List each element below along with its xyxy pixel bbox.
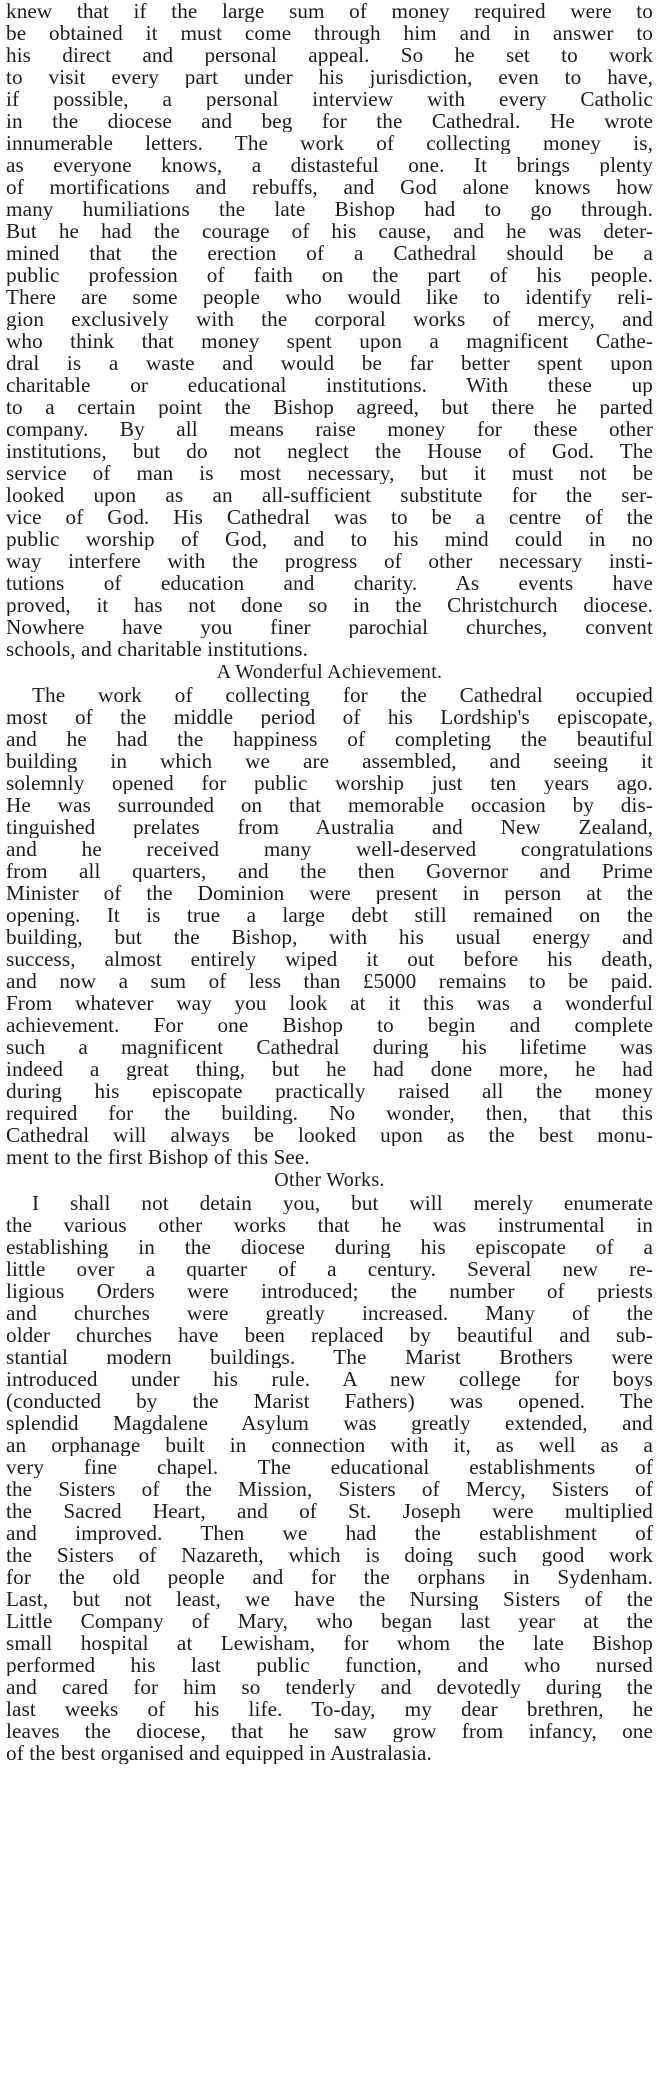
text-line: introduced under his rule. A new college for boys [6,1368,653,1390]
text-line: He was surrounded on that memorable occasion by dis- [6,794,653,816]
text-line: who think that money spent upon a magnificent Cathe- [6,330,653,352]
text-line: very fine chapel. The educational establishments of [6,1456,653,1478]
text-line: stantial modern buildings. The Marist Brothers were [6,1346,653,1368]
text-line: little over a quarter of a century. Several new re- [6,1258,653,1280]
text-line: The work of collecting for the Cathedral occupied [32,684,653,706]
text-line: indeed a great thing, but he had done more, he had [6,1058,653,1080]
text-line: Minister of the Dominion were present in person at the [6,882,653,904]
text-line: from all quarters, and the then Governor and Prime [6,860,653,882]
text-line: opening. It is true a large debt still remained on the [6,904,653,926]
text-line: in the diocese and beg for the Cathedral. He wrote [6,110,653,132]
text-line: mined that the erection of a Cathedral should be a [6,242,653,264]
text-line: most of the middle period of his Lordship's episcopate, [6,706,653,728]
text-line: small hospital at Lewisham, for whom the late Bishop [6,1632,653,1654]
text-line: charitable or educational institutions. With these up [6,374,653,396]
text-line: solemnly opened for public worship just ten years ago. [6,772,653,794]
text-line: looked upon as an all-sufficient substitute for the ser- [6,484,653,506]
text-line: of mortifications and rebuffs, and God alone knows how [6,176,653,198]
text-line: Cathedral will always be looked upon as the best monu- [6,1124,653,1146]
text-line: public profession of faith on the part of his people. [6,264,653,286]
text-line: There are some people who would like to identify reli- [6,286,653,308]
text-line: tutions of education and charity. As events have [6,572,653,594]
text-line: ment to the first Bishop of this See. [6,1146,310,1168]
text-line: and he had the happiness of completing the beautiful [6,728,653,750]
text-line: during his episcopate practically raised all the money [6,1080,653,1102]
text-line: many humiliations the late Bishop had to go through. [6,198,653,220]
text-line: gion exclusively with the corporal works of mercy, and [6,308,653,330]
text-line: tinguished prelates from Australia and New Zealand, [6,816,653,838]
text-line: proved, it has not done so in the Christchurch diocese. [6,594,653,616]
text-line: and he received many well-deserved congratulations [6,838,653,860]
text-line: ligious Orders were introduced; the number of priests [6,1280,653,1302]
text-line: service of man is most necessary, but it must not be [6,462,653,484]
text-line: institutions, but do not neglect the House of God. The [6,440,653,462]
text-line: achievement. For one Bishop to begin and complete [6,1014,653,1036]
text-line: to visit every part under his jurisdiction, even to have, [6,66,653,88]
text-line: dral is a waste and would be far better spent upon [6,352,653,374]
text-line: success, almost entirely wiped it out before his death, [6,948,653,970]
text-line: splendid Magdalene Asylum was greatly extended, and [6,1412,653,1434]
text-line: way interfere with the progress of other necessary insti- [6,550,653,572]
text-line: and improved. Then we had the establishment of [6,1522,653,1544]
text-line: older churches have been replaced by beautiful and sub- [6,1324,653,1346]
text-line: From whatever way you look at it this was a wonderful [6,992,653,1014]
text-line: building, but the Bishop, with his usual energy and [6,926,653,948]
section-heading: A Wonderful Achievement. [216,661,443,683]
text-line: vice of God. His Cathedral was to be a centre of the [6,506,653,528]
text-line: (conducted by the Marist Fathers) was opened. The [6,1390,653,1412]
text-line: the Sacred Heart, and of St. Joseph were multiplied [6,1500,653,1522]
text-line: as everyone knows, a distasteful one. It brings plenty [6,154,653,176]
text-line: leaves the diocese, that he saw grow from infancy, one [6,1720,653,1742]
text-line: the Sisters of the Mission, Sisters of Mercy, Sisters of [6,1478,653,1500]
text-line: Little Company of Mary, who began last year at the [6,1610,653,1632]
text-line: performed his last public function, and who nursed [6,1654,653,1676]
text-line: knew that if the large sum of money required were to [6,0,653,22]
section-heading: Other Works. [274,1169,385,1191]
text-line: building in which we are assembled, and seeing it [6,750,653,772]
text-line: his direct and personal appeal. So he set to work [6,44,653,66]
text-line: Last, but not least, we have the Nursing Sisters of the [6,1588,653,1610]
text-line: company. By all means raise money for these other [6,418,653,440]
text-line: for the old people and for the orphans in Sydenham. [6,1566,653,1588]
text-line: of the best organised and equipped in Australasia. [6,1742,432,1764]
text-line: if possible, a personal interview with every Catholic [6,88,653,110]
text-line: But he had the courage of his cause, and he was deter- [6,220,653,242]
text-line: I shall not detain you, but will merely enumerate [32,1192,653,1214]
text-line: to a certain point the Bishop agreed, but there he parted [6,396,653,418]
text-line: Nowhere have you finer parochial churches, convent [6,616,653,638]
text-line: required for the building. No wonder, then, that this [6,1102,653,1124]
text-line: public worship of God, and to his mind could in no [6,528,653,550]
text-line: establishing in the diocese during his episcopate of a [6,1236,653,1258]
text-line: innumerable letters. The work of collecting money is, [6,132,653,154]
text-line: be obtained it must come through him and in answer to [6,22,653,44]
text-line: and cared for him so tenderly and devotedly during the [6,1676,653,1698]
text-line: the various other works that he was instrumental in [6,1214,653,1236]
text-line: and now a sum of less than £5000 remains to be paid. [6,970,653,992]
text-line: an orphanage built in connection with it, as well as a [6,1434,653,1456]
text-line: schools, and charitable institutions. [6,638,309,660]
text-line: and churches were greatly increased. Many of the [6,1302,653,1324]
text-line: such a magnificent Cathedral during his lifetime was [6,1036,653,1058]
text-line: the Sisters of Nazareth, which is doing such good work [6,1544,653,1566]
text-line: last weeks of his life. To-day, my dear brethren, he [6,1698,653,1720]
